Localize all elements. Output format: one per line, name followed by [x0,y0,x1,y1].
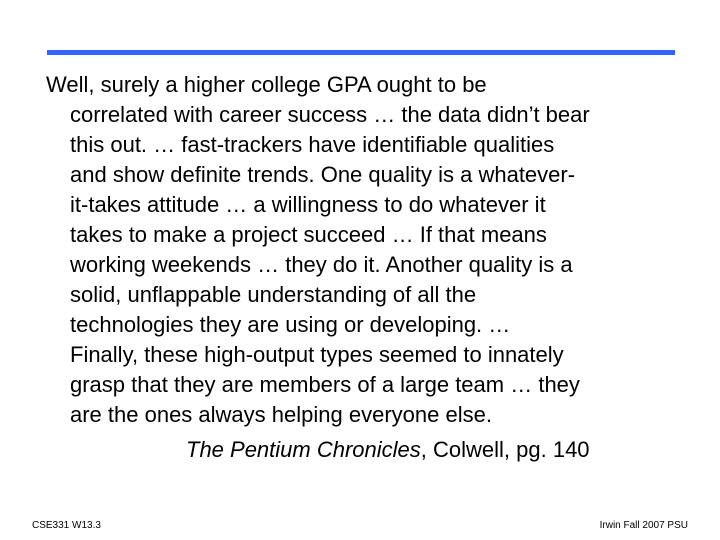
quote-line: this out. … fast-trackers have identifiable qualities [70,132,555,157]
footer-course-label: CSE331 W13.3 [32,520,101,531]
citation [186,437,590,463]
quote-line: it-takes attitude … a willingness to do whatever it [70,192,546,217]
footer-author-label: Irwin Fall 2007 PSU [599,520,688,531]
quote-line: solid, unflappable understanding of all the [70,282,477,307]
quote-line: grasp that they are members of a large team … they [70,372,580,397]
quote-line: technologies they are using or developing. … [70,312,511,337]
quote-line: correlated with career success … the data didn’t bear [70,102,590,127]
quote-line: Finally, these high-output types seemed to innately [70,342,564,367]
citation-author-page: , Colwell, pg. 140 [420,437,590,462]
quote-line: working weekends … they do it. Another quality is a [70,252,573,277]
quote-line: are the ones always helping everyone else. [70,402,492,427]
quote-line: and show definite trends. One quality is a whatever- [70,162,576,187]
top-accent-rule [47,50,675,55]
quote-line: Well, surely a higher college GPA ought to be [46,72,487,97]
quote-line: takes to make a project succeed … If that means [70,222,547,247]
citation-book-title: The Pentium Chronicles [186,437,421,462]
